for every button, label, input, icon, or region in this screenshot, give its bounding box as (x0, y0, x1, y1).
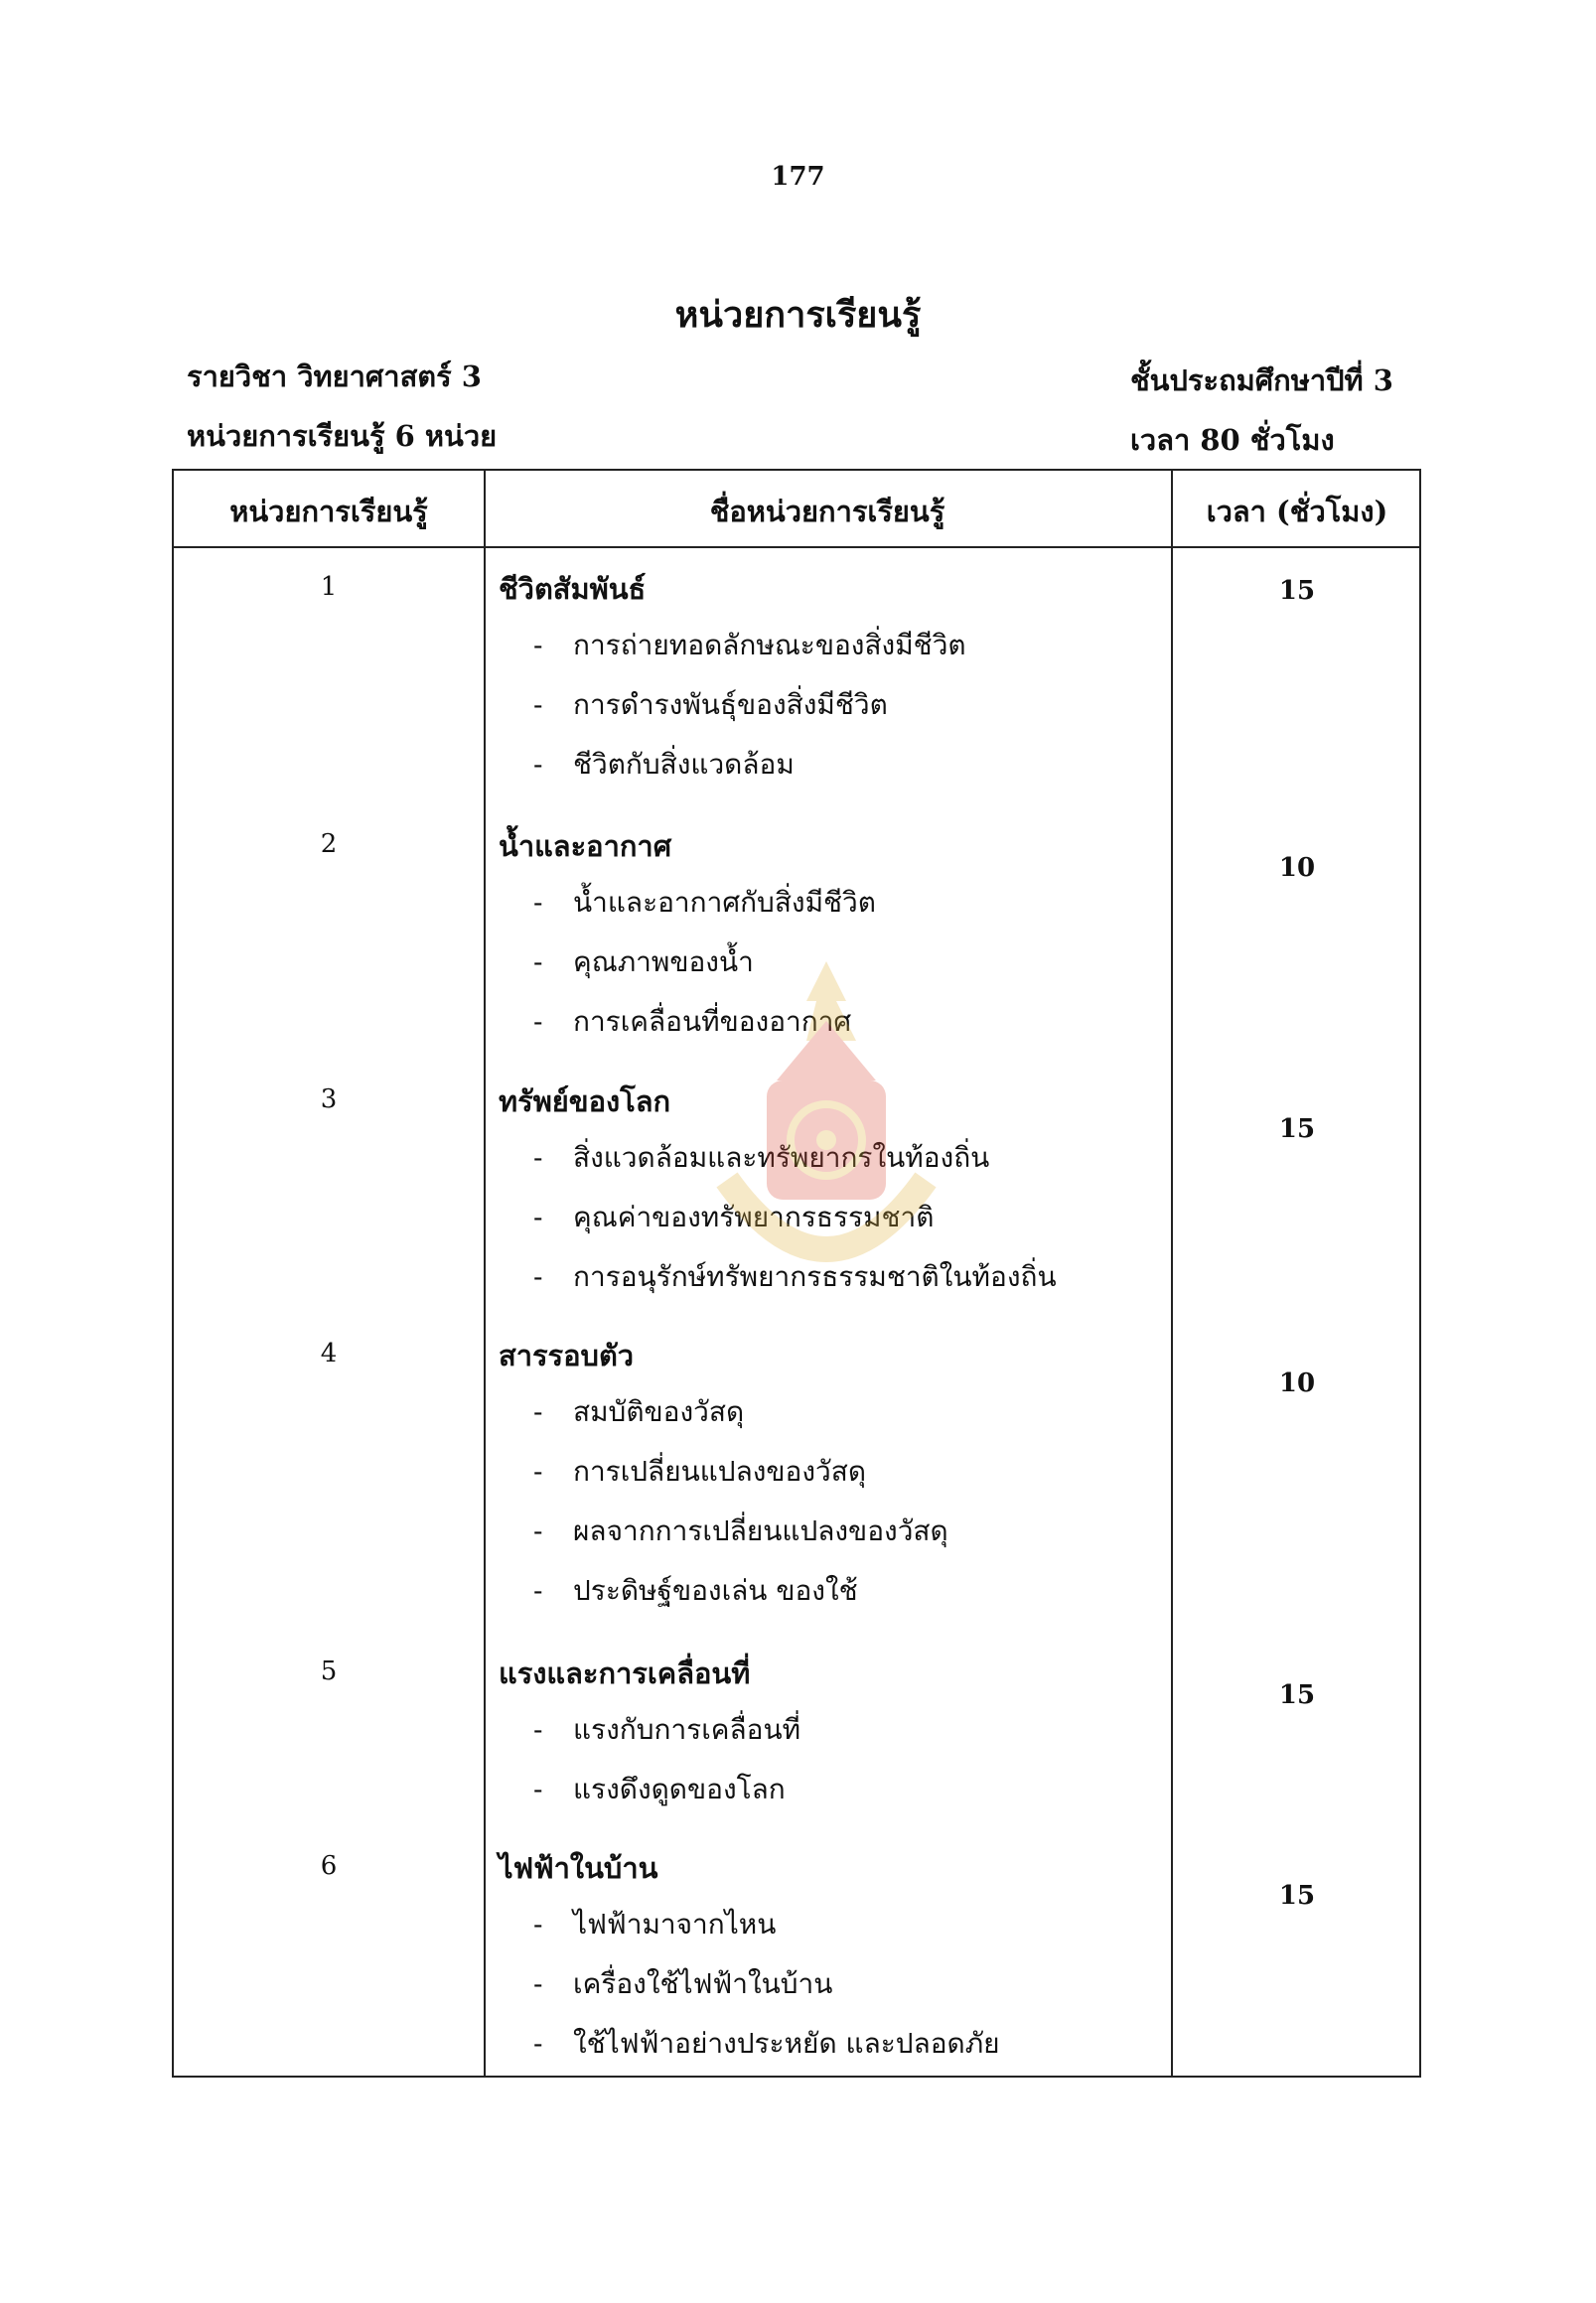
unit-topic: - แรงกับการเคลื่อนที่ (533, 1713, 801, 1746)
unit-hours: 10 (1278, 1368, 1316, 1398)
unit-number: 4 (320, 1339, 338, 1368)
page-title: หน่วยการเรียนรู้ (674, 294, 922, 336)
unit-name: ไฟฟ้าในบ้าน (499, 1851, 658, 1885)
header-unit: หน่วยการเรียนรู้ (229, 495, 428, 528)
unit-hours: 15 (1278, 1881, 1316, 1911)
unit-number: 1 (320, 572, 338, 602)
unit-name: น้ำและอากาศ (499, 829, 672, 863)
unit-name: สารรอบตัว (499, 1339, 635, 1372)
unit-topic: - ชีวิตกับสิ่งแวดล้อม (533, 748, 795, 781)
unit-hours: 15 (1278, 1680, 1316, 1710)
unit-topic: - การเคลื่อนที่ของอากาศ (533, 1005, 852, 1038)
unit-topic: - น้ำและอากาศกับสิ่งมีชีวิต (533, 886, 876, 919)
unit-topic: - สมบัติของวัสดุ (533, 1395, 745, 1428)
unit-hours: 10 (1278, 853, 1316, 883)
page-number: 177 (771, 162, 825, 192)
unit-topic: - การอนุรักษ์ทรัพยากรธรรมชาติในท้องถิ่น (533, 1260, 1057, 1293)
unit-hours: 15 (1278, 1114, 1316, 1144)
column-divider (1171, 471, 1173, 2076)
unit-name: ชีวิตสัมพันธ์ (499, 572, 647, 606)
unit-topic: - ประดิษฐ์ของเล่น ของใช้ (533, 1574, 858, 1607)
unit-topic: - การเปลี่ยนแปลงของวัสดุ (533, 1455, 867, 1488)
header-divider (174, 546, 1419, 548)
unit-count-label: หน่วยการเรียนรู้ 6 หน่วย (187, 419, 498, 453)
unit-topic: - คุณค่าของทรัพยากรธรรมชาติ (533, 1201, 935, 1233)
unit-name: ทรัพย์ของโลก (499, 1084, 671, 1118)
unit-topic: - แรงดึงดูดของโลก (533, 1773, 786, 1805)
learning-units-table (172, 469, 1421, 2078)
unit-hours: 15 (1278, 576, 1316, 606)
unit-number: 3 (320, 1084, 338, 1114)
subject-label: รายวิชา วิทยาศาสตร์ 3 (187, 360, 482, 393)
unit-topic: - การถ่ายทอดลักษณะของสิ่งมีชีวิต (533, 629, 966, 661)
unit-topic: - คุณภาพของน้ำ (533, 945, 754, 978)
unit-topic: - ไฟฟ้ามาจากไหน (533, 1908, 777, 1941)
header-hours: เวลา (ชั่วโมง) (1206, 495, 1388, 528)
unit-number: 5 (320, 1656, 338, 1686)
unit-number: 6 (320, 1851, 338, 1881)
column-divider (484, 471, 486, 2076)
unit-number: 2 (320, 829, 338, 859)
unit-topic: - สิ่งแวดล้อมและทรัพยากรในท้องถิ่น (533, 1141, 990, 1174)
unit-name: แรงและการเคลื่อนที่ (499, 1656, 751, 1690)
unit-topic: - เครื่องใช้ไฟฟ้าในบ้าน (533, 1967, 833, 2000)
unit-topic: - ผลจากการเปลี่ยนแปลงของวัสดุ (533, 1514, 948, 1547)
grade-label: ชั้นประถมศึกษาปีที่ 3 (1130, 363, 1393, 397)
total-hours-label: เวลา 80 ชั่วโมง (1130, 423, 1335, 457)
unit-topic: - การดำรงพันธุ์ของสิ่งมีชีวิต (533, 688, 888, 721)
header-unit-name: ชื่อหน่วยการเรียนรู้ (709, 495, 945, 528)
unit-topic: - ใช้ไฟฟ้าอย่างประหยัด และปลอดภัย (533, 2027, 1000, 2060)
